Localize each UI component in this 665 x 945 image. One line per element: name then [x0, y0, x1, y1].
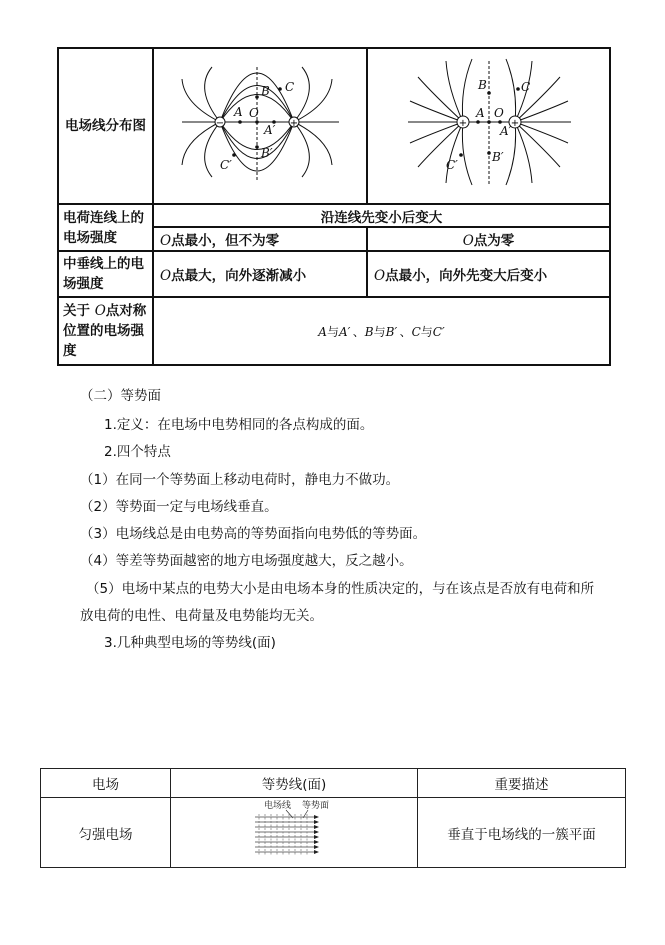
like-line-field-cell [367, 227, 610, 251]
symmetric-header-post: 点对称位置的电场强度 [63, 303, 147, 359]
equipotential-label: 等势面 [302, 801, 330, 811]
feature-3: （3）电场线总是由电势高的等势面指向电势低的等势面。 [80, 526, 427, 542]
feature-2: （2）等势面一定与电场线垂直。 [80, 499, 278, 515]
opposite-line-field-cell [153, 227, 367, 251]
point-o-text: O [160, 233, 172, 249]
sym-c: C [411, 324, 421, 339]
sym-sep: 、 [399, 324, 412, 339]
definition-text: 1.定义：在电场中电势相同的各点构成的面。 [104, 417, 374, 433]
line-field-summary: 沿连线先变小后变大 [153, 204, 610, 227]
like-bisector-cell [367, 251, 610, 297]
section-title: （二）等势面 [80, 388, 161, 404]
row-header-bisector-field: 中垂线上的电场强度 [58, 251, 153, 297]
feature-5-line-2: 放电荷的电性、电荷量及电势能均无关。 [80, 608, 323, 624]
point-o-text: O [462, 233, 474, 249]
feature-1: （1）在同一个等势面上移动电荷时，静电力不做功。 [80, 472, 400, 488]
col-header-field: 电场 [41, 769, 171, 798]
opposite-bisector-cell [153, 251, 367, 297]
sym-b-prime: B′ [385, 324, 398, 339]
point-c-label-2: C [521, 80, 531, 94]
point-a-label-2: A [476, 106, 485, 120]
sym-sep: 、 [352, 324, 365, 339]
point-a-label: A [234, 105, 243, 119]
field-comparison-table [57, 47, 611, 366]
sym-with: 与 [326, 324, 339, 339]
left-charge-label: + [458, 118, 468, 129]
row-header-line-field: 电荷连线上的电场强度 [58, 204, 153, 251]
like-charges-field-diagram [368, 49, 609, 199]
point-b-label: B [261, 84, 270, 98]
opposite-charges-figure-cell [153, 48, 367, 204]
table-row [58, 297, 610, 365]
point-b-prime-label: B′ [261, 146, 273, 160]
features-title: 2.四个特点 [104, 444, 171, 460]
point-c-prime-label-2: C′ [446, 158, 458, 172]
sym-with: 与 [420, 324, 433, 339]
point-o-text: O [160, 268, 172, 284]
types-title: 3.几种典型电场的等势线(面) [104, 635, 276, 651]
point-c-label: C [285, 80, 295, 94]
equipotential-table [40, 768, 626, 868]
sym-a: A [318, 324, 327, 339]
point-a-prime-label-2: A′ [500, 124, 512, 138]
right-charge-label: + [510, 118, 520, 129]
table-row [58, 251, 610, 297]
feature-4: （4）等差等势面越密的地方电场强度越大，反之越小。 [80, 553, 413, 569]
table-row [58, 48, 610, 204]
point-o-text: O [94, 303, 106, 319]
row-header-symmetric [58, 297, 153, 365]
point-c-prime-label: C′ [220, 158, 232, 172]
sym-c-prime: C′ [432, 324, 445, 339]
uniform-description: 垂直于电场线的一簇平面 [418, 798, 626, 868]
opposite-charges-field-diagram [154, 49, 366, 199]
opposite-line-field-text: 点最小，但不为零 [171, 233, 280, 249]
uniform-field-diagram [171, 798, 417, 863]
positive-charge-label: + [289, 118, 299, 129]
feature-5-line-1: （5）电场中某点的电势大小是由电场本身的性质决定的，与在该点是否放有电荷和所 [86, 581, 595, 597]
field-uniform: 匀强电场 [41, 798, 171, 868]
row-header-field-lines: 电场线分布图 [58, 48, 153, 204]
point-b-label-2: B [478, 78, 487, 92]
negative-charge-label: − [215, 118, 225, 129]
opposite-bisector-text: 点最大，向外逐渐减小 [171, 268, 307, 284]
point-o-text: O [374, 268, 386, 284]
sym-a-prime: A′ [338, 324, 351, 339]
like-bisector-text: 点最小，向外先变大后变小 [385, 268, 548, 284]
symmetric-points-cell [153, 297, 610, 365]
point-o-label-2: O [494, 106, 504, 120]
uniform-figure-cell [171, 798, 418, 868]
symmetric-header-pre: 关于 [63, 303, 90, 319]
col-header-equipotential: 等势线(面) [171, 769, 418, 798]
point-o-label: O [249, 106, 259, 120]
like-line-field-text: 点为零 [473, 233, 515, 249]
sym-with: 与 [373, 324, 386, 339]
table-header-row [41, 769, 626, 798]
like-charges-figure-cell [367, 48, 610, 204]
table-row [58, 204, 610, 227]
table-row [41, 798, 626, 868]
sym-b: B [364, 324, 374, 339]
col-header-description: 重要描述 [418, 769, 626, 798]
point-b-prime-label-2: B′ [492, 150, 504, 164]
point-a-prime-label: A′ [264, 123, 276, 137]
field-lines-label: 电场线 [264, 801, 292, 811]
